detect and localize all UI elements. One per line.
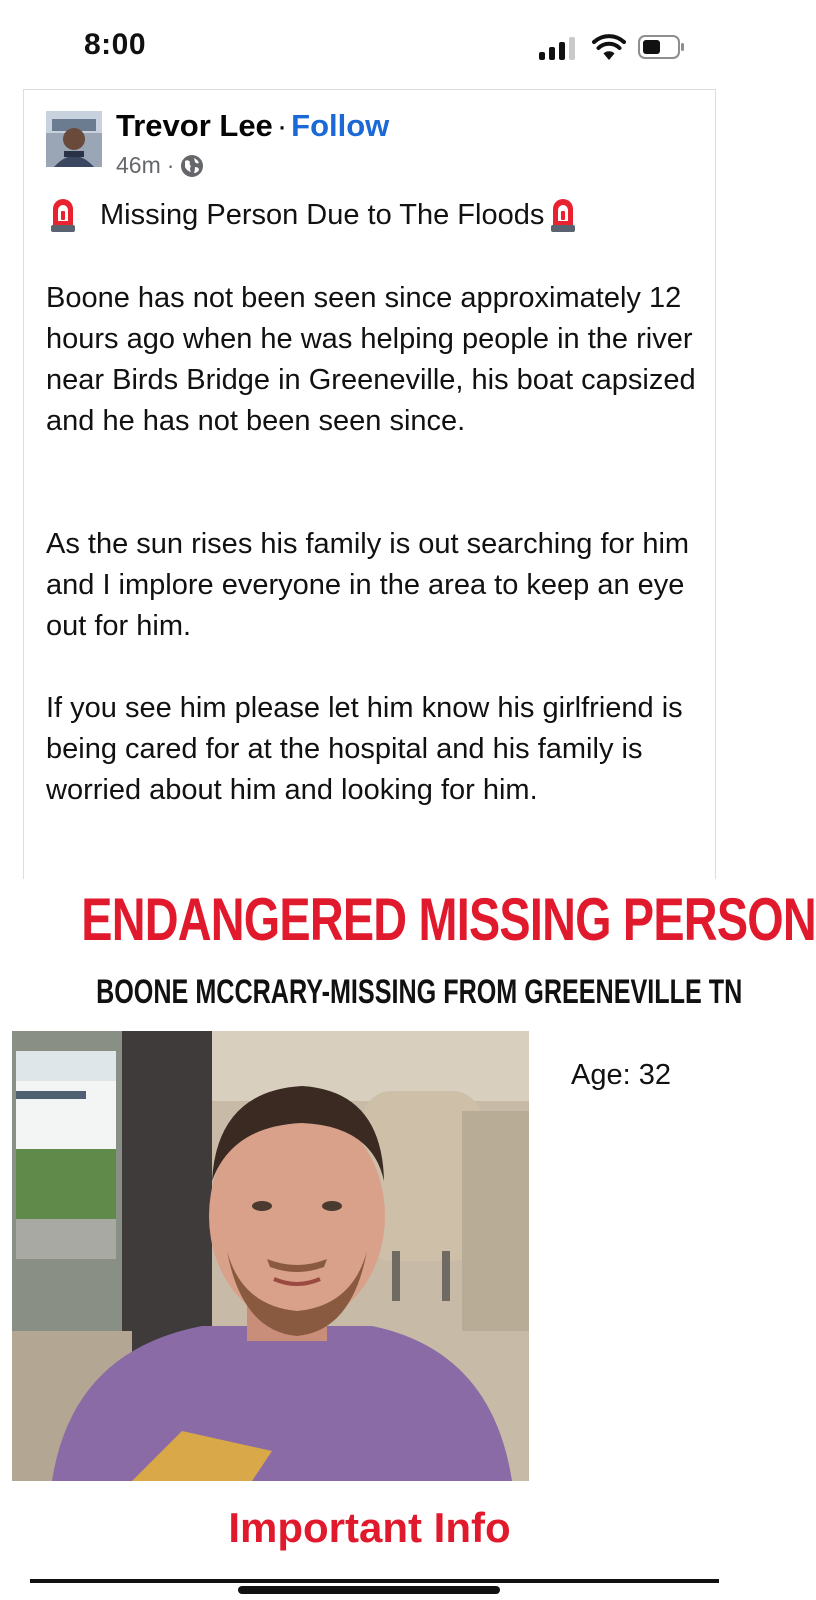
post-paragraph-1: Boone has not been seen since approximately 12 hours ago when he was helping people in the river near Birds Bridge in Greeneville, his boat capsized and he has not been seen since. — [46, 282, 696, 437]
flyer-important-info: Important Info — [228, 1504, 511, 1551]
meta-separator: · — [166, 152, 175, 178]
siren-icon — [548, 197, 578, 233]
battery-icon — [638, 35, 686, 59]
author-line — [116, 108, 389, 144]
cellular-signal-icon — [539, 36, 577, 60]
avatar-photo-icon — [46, 111, 102, 167]
person-in-car-photo-icon — [12, 1031, 529, 1481]
author-separator: · — [276, 108, 288, 143]
siren-icon — [48, 197, 78, 233]
post-timestamp[interactable]: 46m — [116, 152, 161, 178]
missing-person-photo — [12, 1031, 529, 1481]
post-paragraph-3: If you see him please let him know his girlfriend is being cared for at the hospital and his family is worried about him and looking for him. — [46, 692, 683, 806]
flyer-headline: ENDANGERED MISSING PERSON — [81, 886, 816, 953]
flyer-age: Age: 32 — [571, 1059, 671, 1091]
author-avatar[interactable] — [46, 111, 102, 167]
missing-person-flyer[interactable] — [0, 879, 816, 1600]
status-bar — [0, 0, 739, 90]
author-name[interactable]: Trevor Lee — [116, 108, 273, 143]
post-title — [48, 197, 578, 233]
post-meta — [116, 152, 204, 179]
flyer-subheadline: BOONE MCCRARY-MISSING FROM GREENEVILLE TN — [96, 973, 743, 1011]
post-paragraph-2: As the sun rises his family is out searching for him and I implore everyone in the area to keep an eye out for him. — [46, 528, 690, 642]
flyer-bottom-rule — [30, 1579, 719, 1583]
follow-button[interactable]: Follow — [291, 108, 390, 143]
status-time: 8:00 — [84, 28, 147, 61]
home-indicator[interactable] — [238, 1586, 500, 1594]
globe-icon — [180, 154, 204, 178]
wifi-icon — [592, 33, 626, 61]
post-card — [23, 89, 716, 879]
post-title-text: Missing Person Due to The Floods — [100, 198, 545, 231]
